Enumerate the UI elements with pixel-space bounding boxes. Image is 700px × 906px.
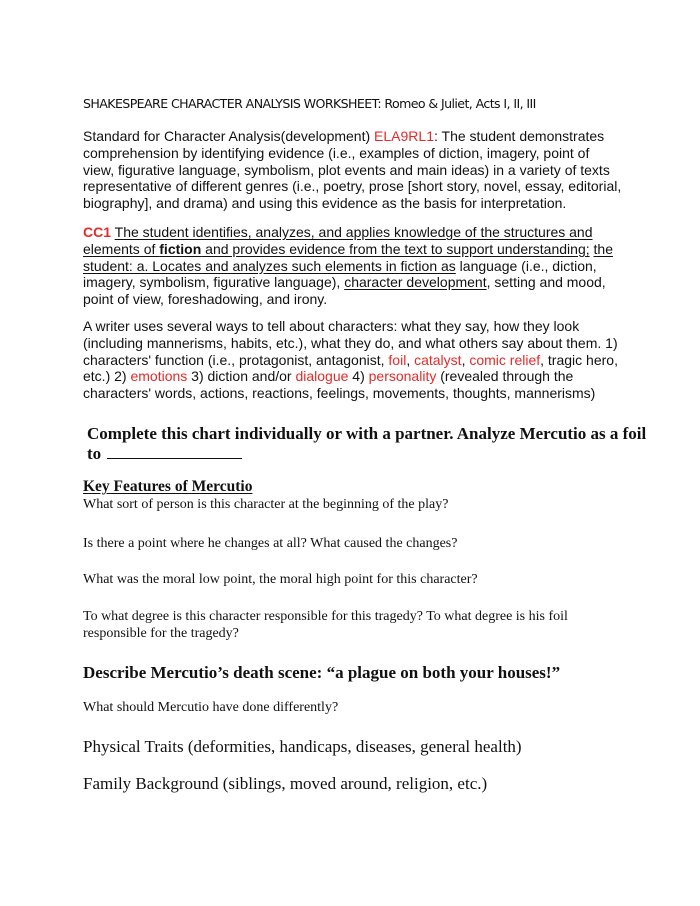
term-dialogue: dialogue [295, 368, 349, 385]
question-moral-points: What was the moral low point, the moral high point for this character? [83, 572, 478, 587]
cc1-part3: the student: a. Locates and analyzes such elements in fiction as [83, 240, 613, 274]
standard-lead: Standard for Character Analysis(development) [83, 128, 375, 144]
cc1-part5: , setting and mood, point of view, foreshadowing, and irony. [83, 274, 606, 308]
cc1-paragraph [83, 224, 623, 308]
worksheet-title: SHAKESPEARE CHARACTER ANALYSIS WORKSHEET: Romeo & Juliet, Acts I, II, III [83, 96, 536, 111]
term-emotions: emotions [130, 368, 188, 385]
question-responsibility: To what degree is this character responsible for this tragedy? To what degree is his foil responsible for the tragedy? [83, 609, 568, 641]
writer-part3: 3) diction and/or [187, 368, 296, 385]
key-features-heading: Key Features of Mercutio [83, 478, 253, 495]
term-foil: foil [388, 351, 407, 368]
cc1-part1: The student identifies, analyzes, and applies knowledge of the structures and elements of [83, 224, 593, 257]
instruction-heading [87, 424, 647, 464]
family-background-heading: Family Background (siblings, moved around, religion, etc.) [83, 774, 488, 793]
writer-part2: , tragic hero, etc.) 2) [83, 351, 618, 385]
term-catalyst: catalyst [414, 351, 462, 368]
question-done-differently: What should Mercutio have done differently? [83, 700, 339, 715]
foil-answer-blank[interactable] [107, 444, 242, 459]
question-beginning-of-play: What sort of person is this character at the beginning of the play? [83, 497, 449, 512]
instruction-text: Complete this chart individually or with a partner. Analyze Mercutio as a foil to [87, 424, 647, 463]
standard-body: : The student demonstrates comprehension by identifying evidence (i.e., examples of diction, imagery, point of view, figurative language, symbolism, plot events and main ideas) in a variety of texts representative of different genres (i.e., poetry, prose [short story, novel, essay, editorial, biography], and drama) and using this evidence as the basis for interpretation. [83, 128, 622, 212]
term-comic-relief: comic relief [469, 351, 541, 368]
cc1-code: CC1 [83, 224, 112, 240]
cc1-fiction: fiction [159, 240, 202, 257]
term-personality: personality [368, 368, 437, 385]
cc1-character-development: character development [344, 274, 487, 291]
question-changes: Is there a point where he changes at all? What caused the changes? [83, 536, 458, 551]
cc1-part2: and provides evidence from the text to support understanding; [201, 240, 590, 257]
cc1-part4: language (i.e., diction, imagery, symbolism, figurative language), [83, 257, 597, 291]
writer-part1: A writer uses several ways to tell about characters: what they say, how they look (including mannerisms, habits, etc.), what they do, and what others say about them. 1) characters' function (i.e., protagonist, antagonist, [83, 318, 618, 368]
physical-traits-heading: Physical Traits (deformities, handicaps, diseases, general health) [83, 737, 522, 756]
standard-code: ELA9RL1 [374, 128, 434, 144]
writer-paragraph: A writer uses several ways to tell about characters: what they say, how they look (including mannerisms, habits, etc.), what they do, and what others say about them. 1) characters' function (i.e., protagonist, antagonist, foil, catalyst, comic relief, tragic hero, etc.) 2) emotions 3) diction and/or dialogue 4) personality (revealed through the characters' words, actions, reactions, feelings, movements, thoughts, mannerisms) [83, 318, 618, 402]
writer-part5: (revealed through the characters' words, actions, reactions, feelings, movements, thoughts, mannerisms) [83, 368, 596, 402]
death-scene-heading: Describe Mercutio’s death scene: “a plague on both your houses!” [83, 663, 561, 682]
standard-paragraph [83, 128, 623, 212]
writer-part4: 4) [348, 368, 369, 385]
